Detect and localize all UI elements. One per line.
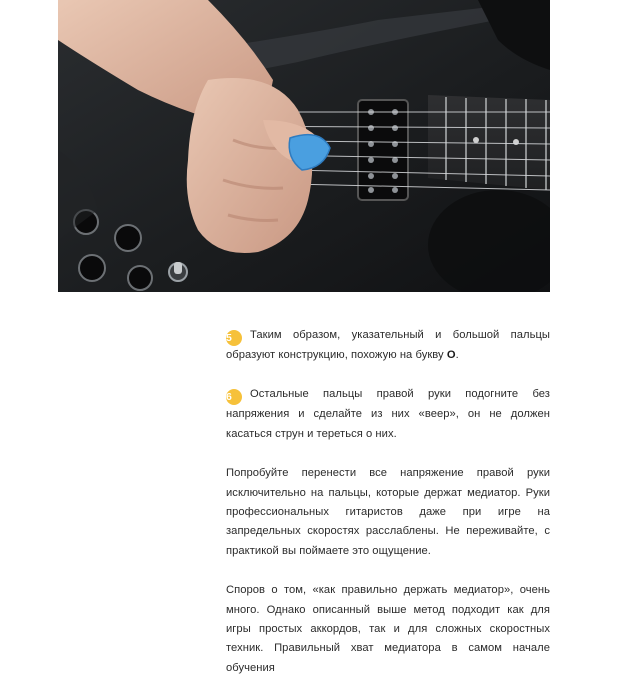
step-5-text: Таким образом, указательный и большой пальцы образуют конструкцию, похожую на букву: [226, 329, 550, 361]
body-paragraph: Попробуйте перенести все напряжение правой руки исключительно на пальцы, которые держат медиатор. Руки профессиональных гитаристов даже при игре на запредельных скоростях расслаблены. Не переживайте, с практикой вы поймаете это ощущение.: [226, 467, 550, 557]
guitar-photo-illustration: [58, 0, 550, 292]
step-5: [226, 326, 550, 365]
step-6-text: Остальные пальцы правой руки подогните без напряжения и сделайте из них «веер», он не должен касаться струн и тереться о них.: [226, 388, 550, 440]
step-5-bold-letter: О: [446, 349, 456, 361]
body-paragraph: Споров о том, «как правильно держать медиатор», очень много. Однако описанный выше метод подходит как для игры простых аккордов, так и для сложных скоростных техник. Правильный хват медиатора в самом начале обучения: [226, 584, 550, 674]
step-number-badge: 6: [226, 389, 242, 405]
text-column: [226, 326, 550, 698]
guitar-photo: [58, 0, 550, 292]
step-5-text-end: .: [455, 349, 459, 361]
step-number-badge: 5: [226, 330, 242, 346]
step-6: [226, 385, 550, 444]
